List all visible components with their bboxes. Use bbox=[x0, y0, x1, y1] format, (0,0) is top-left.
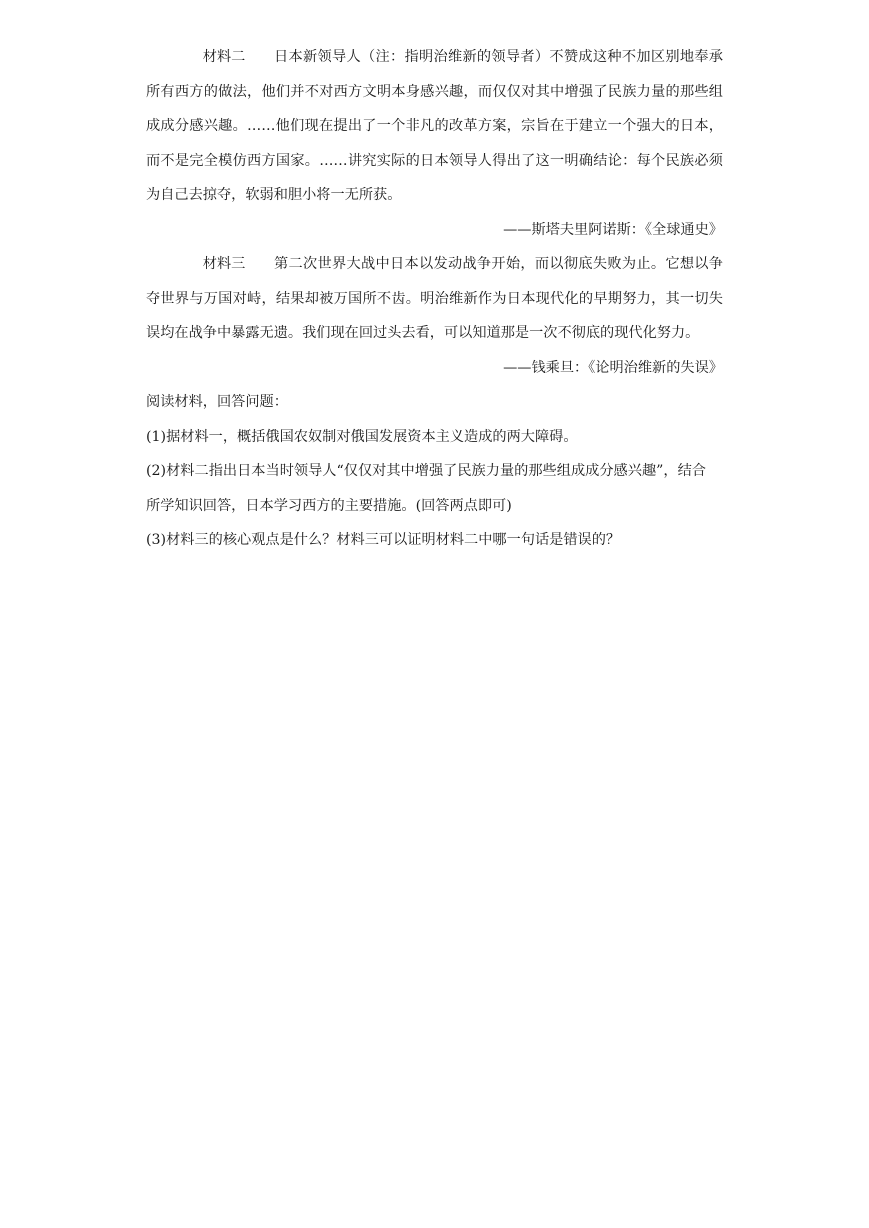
question-2: (2)材料二指出日本当时领导人“仅仅对其中增强了民族力量的那些组成成分感兴趣”，结合所学知识回答，日本学习西方的主要措施。(回答两点即可) bbox=[146, 463, 706, 514]
material-3-paragraph bbox=[146, 247, 723, 351]
instruction-text: 阅读材料，回答问题： bbox=[146, 394, 288, 410]
material-2-source: ——斯塔夫里阿诺斯：《全球通史》 bbox=[503, 221, 723, 238]
material-3-text: 第二次世界大战中日本以发动战争开始，而以彻底失败为止。它想以争夺世界与万国对峙，结果却被万国所不齿。明治维新作为日本现代化的早期努力，其一切失误均在战争中暴露无遗。我们现在回过头去看，可以知道那是一次不彻底的现代化努力。 bbox=[146, 256, 723, 341]
material-2-text: 日本新领导人（注：指明治维新的领导者）不赞成这种不加区别地奉承所有西方的做法，他们并不对西方文明本身感兴趣，而仅仅对其中增强了民族力量的那些组成成分感兴趣。……他们现在提出了一个非凡的改革方案，宗旨在于建立一个强大的日本，而不是完全模仿西方国家。……讲究实际的日本领导人得出了这一明确结论：每个民族必须为自己去掠夺，软弱和胆小将一无所获。 bbox=[146, 49, 723, 203]
material-2-paragraph bbox=[146, 40, 723, 213]
document-page bbox=[146, 40, 723, 558]
question-1: (1)据材料一，概括俄国农奴制对俄国发展资本主义造成的两大障碍。 bbox=[146, 428, 578, 445]
question-3: (3)材料三的核心观点是什么？材料三可以证明材料二中哪一句话是错误的？ bbox=[146, 532, 621, 548]
material-2-label: 材料二 bbox=[202, 49, 246, 65]
material-3-label: 材料三 bbox=[202, 256, 246, 272]
material-3-source: ——钱乘旦：《论明治维新的失误》 bbox=[503, 359, 723, 376]
